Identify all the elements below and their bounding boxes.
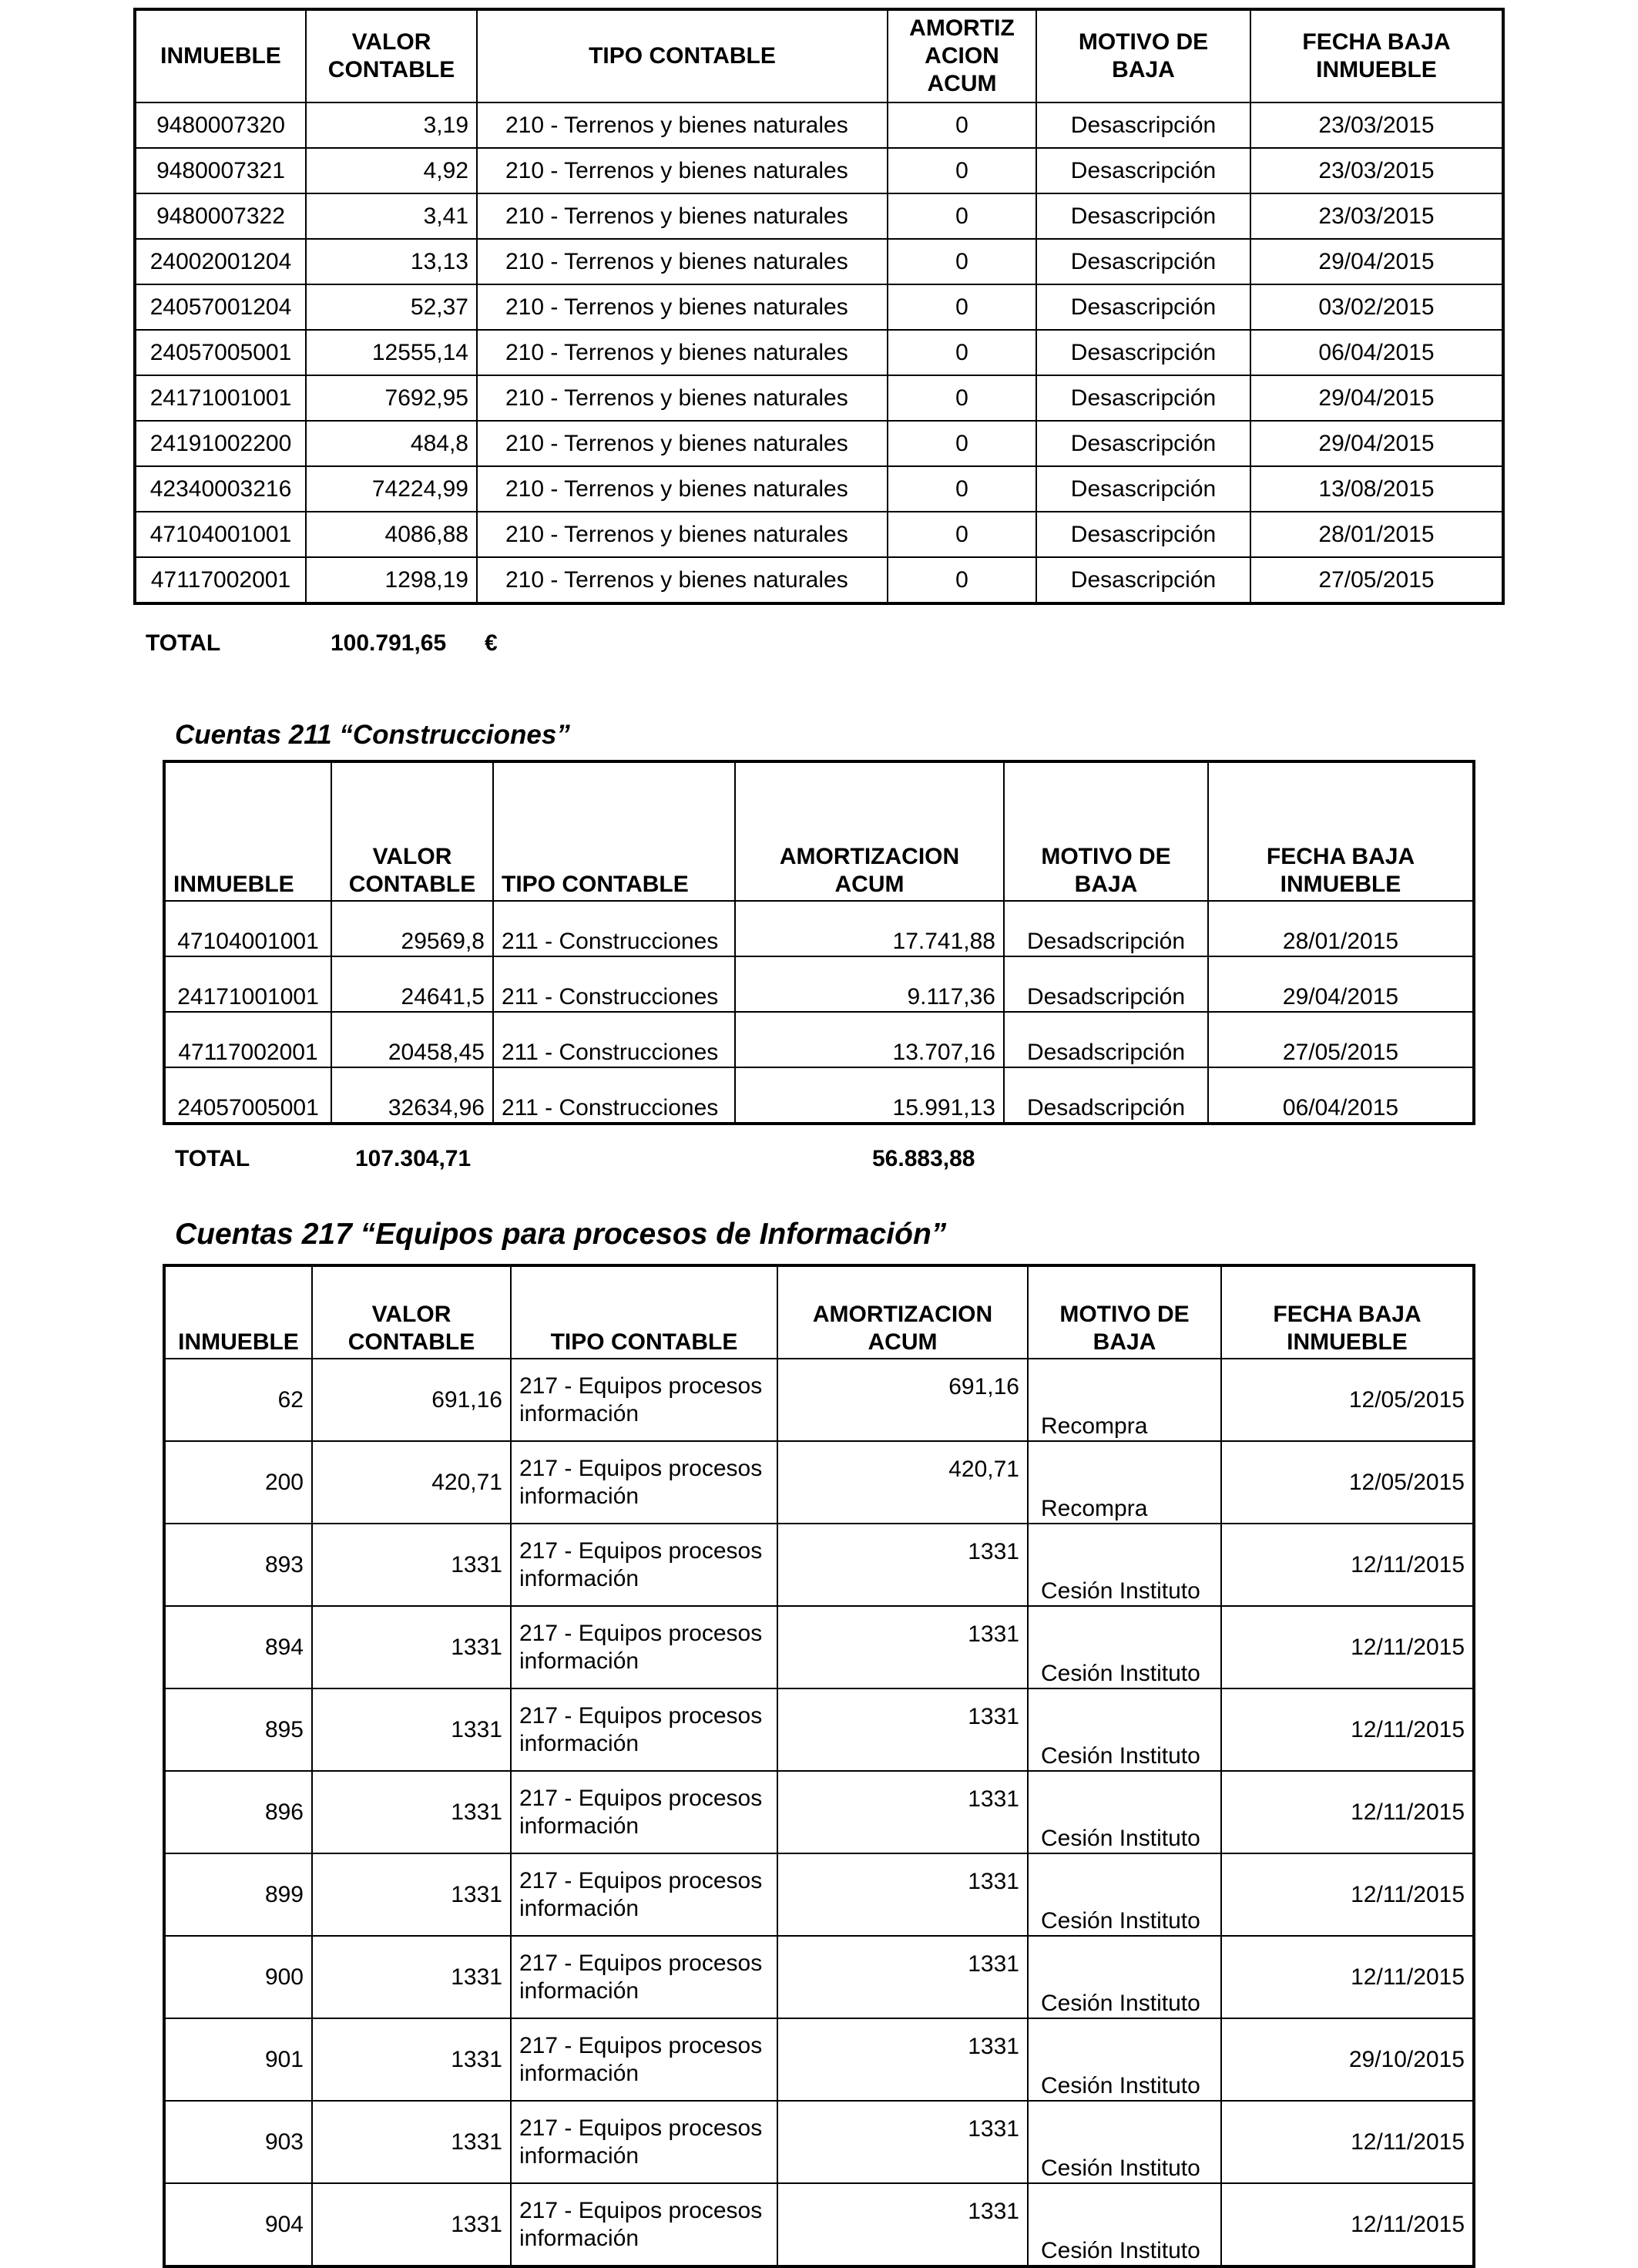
cell-motivo-baja: Cesión Instituto bbox=[1028, 1524, 1221, 1606]
cell-valor-contable: 691,16 bbox=[312, 1359, 511, 1441]
cell-motivo-baja: Desascripción bbox=[1036, 102, 1250, 148]
header-fecha-baja: FECHA BAJA INMUEBLE bbox=[1208, 761, 1474, 901]
cell-inmueble: 42340003216 bbox=[135, 466, 306, 512]
cell-fecha-baja: 06/04/2015 bbox=[1250, 330, 1503, 375]
cell-valor-contable: 484,8 bbox=[306, 421, 477, 466]
total-label: TOTAL bbox=[175, 1146, 250, 1171]
header-inmueble: INMUEBLE bbox=[164, 1265, 312, 1359]
cell-amortizacion: 0 bbox=[888, 102, 1036, 148]
header-tipo-contable: TIPO CONTABLE bbox=[477, 9, 888, 102]
cell-amortizacion: 0 bbox=[888, 375, 1036, 421]
cell-tipo-contable: 210 - Terrenos y bienes naturales bbox=[477, 148, 888, 193]
cell-fecha-baja: 27/05/2015 bbox=[1250, 557, 1503, 603]
cell-amortizacion: 1331 bbox=[777, 1936, 1028, 2018]
cell-tipo-contable: 217 - Equipos procesos información bbox=[511, 1853, 777, 1936]
cell-amortizacion: 0 bbox=[888, 421, 1036, 466]
cell-amortizacion: 1331 bbox=[777, 1771, 1028, 1853]
cell-inmueble: 9480007321 bbox=[135, 148, 306, 193]
header-fecha-baja: FECHA BAJA INMUEBLE bbox=[1221, 1265, 1474, 1359]
cell-fecha-baja: 29/04/2015 bbox=[1250, 375, 1503, 421]
cell-inmueble: 24057005001 bbox=[164, 1067, 331, 1124]
table-row bbox=[135, 148, 1503, 193]
cell-amortizacion: 0 bbox=[888, 466, 1036, 512]
table-row bbox=[164, 901, 1474, 956]
cell-motivo-baja: Desascripción bbox=[1036, 148, 1250, 193]
cell-valor-contable: 1331 bbox=[312, 2018, 511, 2101]
cell-tipo-contable: 210 - Terrenos y bienes naturales bbox=[477, 421, 888, 466]
table-row bbox=[164, 1359, 1474, 1441]
cell-inmueble: 904 bbox=[164, 2183, 312, 2266]
currency-symbol: € bbox=[485, 630, 498, 656]
cell-tipo-contable: 217 - Equipos procesos información bbox=[511, 1936, 777, 2018]
cell-motivo-baja: Desascripción bbox=[1036, 421, 1250, 466]
cell-fecha-baja: 23/03/2015 bbox=[1250, 148, 1503, 193]
header-fecha-baja: FECHA BAJA INMUEBLE bbox=[1250, 9, 1503, 102]
cell-valor-contable: 1331 bbox=[312, 1606, 511, 1688]
cell-inmueble: 899 bbox=[164, 1853, 312, 1936]
section-title-construcciones: Cuentas 211 “Construcciones” bbox=[175, 720, 570, 750]
cell-motivo-baja: Desadscripción bbox=[1004, 956, 1208, 1012]
table-body bbox=[164, 1359, 1474, 2266]
table-row bbox=[135, 557, 1503, 603]
cell-motivo-baja: Cesión Instituto bbox=[1028, 2018, 1221, 2101]
cell-tipo-contable: 210 - Terrenos y bienes naturales bbox=[477, 193, 888, 239]
cell-valor-contable: 420,71 bbox=[312, 1441, 511, 1524]
header-inmueble: INMUEBLE bbox=[164, 761, 331, 901]
cell-tipo-contable: 217 - Equipos procesos información bbox=[511, 1441, 777, 1524]
cell-fecha-baja: 12/11/2015 bbox=[1221, 1853, 1474, 1936]
total-value: 107.304,71 bbox=[355, 1146, 472, 1171]
cell-inmueble: 894 bbox=[164, 1606, 312, 1688]
cell-valor-contable: 7692,95 bbox=[306, 375, 477, 421]
cell-fecha-baja: 12/11/2015 bbox=[1221, 1771, 1474, 1853]
cell-amortizacion: 420,71 bbox=[777, 1441, 1028, 1524]
cell-tipo-contable: 217 - Equipos procesos información bbox=[511, 1688, 777, 1771]
cell-motivo-baja: Desascripción bbox=[1036, 284, 1250, 330]
header-valor-contable: VALOR CONTABLE bbox=[306, 9, 477, 102]
header-motivo-baja: MOTIVO DE BAJA bbox=[1028, 1265, 1221, 1359]
cell-motivo-baja: Cesión Instituto bbox=[1028, 1936, 1221, 2018]
cell-tipo-contable: 211 - Construcciones bbox=[493, 1012, 735, 1067]
cell-motivo-baja: Cesión Instituto bbox=[1028, 2101, 1221, 2183]
cell-motivo-baja: Cesión Instituto bbox=[1028, 2183, 1221, 2266]
table-row bbox=[164, 1688, 1474, 1771]
cell-amortizacion: 9.117,36 bbox=[735, 956, 1004, 1012]
cell-motivo-baja: Desascripción bbox=[1036, 466, 1250, 512]
cell-motivo-baja: Desadscripción bbox=[1004, 1012, 1208, 1067]
table-row bbox=[164, 2101, 1474, 2183]
cell-motivo-baja: Recompra bbox=[1028, 1441, 1221, 1524]
table-row bbox=[135, 239, 1503, 284]
cell-valor-contable: 4086,88 bbox=[306, 512, 477, 557]
cell-valor-contable: 3,19 bbox=[306, 102, 477, 148]
cell-valor-contable: 24641,5 bbox=[331, 956, 493, 1012]
cell-inmueble: 24191002200 bbox=[135, 421, 306, 466]
table-body bbox=[164, 901, 1474, 1124]
cell-fecha-baja: 13/08/2015 bbox=[1250, 466, 1503, 512]
cell-valor-contable: 74224,99 bbox=[306, 466, 477, 512]
cell-tipo-contable: 210 - Terrenos y bienes naturales bbox=[477, 375, 888, 421]
cell-fecha-baja: 23/03/2015 bbox=[1250, 102, 1503, 148]
cell-valor-contable: 4,92 bbox=[306, 148, 477, 193]
cell-amortizacion: 691,16 bbox=[777, 1359, 1028, 1441]
cell-amortizacion: 1331 bbox=[777, 2101, 1028, 2183]
cell-fecha-baja: 23/03/2015 bbox=[1250, 193, 1503, 239]
table-header-row bbox=[164, 1265, 1474, 1359]
cell-amortizacion: 1331 bbox=[777, 2183, 1028, 2266]
cell-fecha-baja: 12/11/2015 bbox=[1221, 1936, 1474, 2018]
table-row bbox=[164, 2183, 1474, 2266]
cell-tipo-contable: 210 - Terrenos y bienes naturales bbox=[477, 284, 888, 330]
section-title-equipos: Cuentas 217 “Equipos para procesos de Información” bbox=[175, 1218, 947, 1251]
cell-valor-contable: 1298,19 bbox=[306, 557, 477, 603]
table-row bbox=[164, 1606, 1474, 1688]
cell-inmueble: 895 bbox=[164, 1688, 312, 1771]
cell-tipo-contable: 210 - Terrenos y bienes naturales bbox=[477, 512, 888, 557]
cell-tipo-contable: 210 - Terrenos y bienes naturales bbox=[477, 466, 888, 512]
cell-valor-contable: 20458,45 bbox=[331, 1012, 493, 1067]
cell-tipo-contable: 210 - Terrenos y bienes naturales bbox=[477, 102, 888, 148]
table-row bbox=[164, 956, 1474, 1012]
cell-fecha-baja: 28/01/2015 bbox=[1208, 901, 1474, 956]
cell-inmueble: 47117002001 bbox=[135, 557, 306, 603]
cell-valor-contable: 29569,8 bbox=[331, 901, 493, 956]
cell-amortizacion: 0 bbox=[888, 330, 1036, 375]
cell-fecha-baja: 12/11/2015 bbox=[1221, 2101, 1474, 2183]
cell-fecha-baja: 12/11/2015 bbox=[1221, 2183, 1474, 2266]
cell-motivo-baja: Desadscripción bbox=[1004, 1067, 1208, 1124]
cell-fecha-baja: 29/04/2015 bbox=[1250, 239, 1503, 284]
cell-valor-contable: 1331 bbox=[312, 2183, 511, 2266]
table-row bbox=[164, 2018, 1474, 2101]
table-row bbox=[135, 466, 1503, 512]
cell-valor-contable: 1331 bbox=[312, 1524, 511, 1606]
cell-fecha-baja: 12/05/2015 bbox=[1221, 1441, 1474, 1524]
table-body bbox=[135, 102, 1503, 603]
header-amortizacion: AMORTIZ ACION ACUM bbox=[888, 9, 1036, 102]
cell-inmueble: 9480007322 bbox=[135, 193, 306, 239]
cell-amortizacion: 17.741,88 bbox=[735, 901, 1004, 956]
cell-motivo-baja: Desascripción bbox=[1036, 512, 1250, 557]
cell-inmueble: 893 bbox=[164, 1524, 312, 1606]
cell-motivo-baja: Desascripción bbox=[1036, 193, 1250, 239]
table-header-row bbox=[164, 761, 1474, 901]
cell-amortizacion: 1331 bbox=[777, 1524, 1028, 1606]
cell-tipo-contable: 210 - Terrenos y bienes naturales bbox=[477, 239, 888, 284]
total-label: TOTAL bbox=[146, 630, 221, 656]
table-row bbox=[135, 421, 1503, 466]
header-tipo-contable: TIPO CONTABLE bbox=[493, 761, 735, 901]
cell-tipo-contable: 217 - Equipos procesos información bbox=[511, 2183, 777, 2266]
table-row bbox=[135, 375, 1503, 421]
cell-tipo-contable: 217 - Equipos procesos información bbox=[511, 1359, 777, 1441]
table-row bbox=[164, 1524, 1474, 1606]
cell-valor-contable: 1331 bbox=[312, 1853, 511, 1936]
cell-valor-contable: 1331 bbox=[312, 1936, 511, 2018]
table-row bbox=[135, 512, 1503, 557]
cell-tipo-contable: 211 - Construcciones bbox=[493, 901, 735, 956]
cell-motivo-baja: Desadscripción bbox=[1004, 901, 1208, 956]
cell-inmueble: 900 bbox=[164, 1936, 312, 2018]
cell-motivo-baja: Cesión Instituto bbox=[1028, 1688, 1221, 1771]
cell-amortizacion: 0 bbox=[888, 284, 1036, 330]
cell-fecha-baja: 29/10/2015 bbox=[1221, 2018, 1474, 2101]
cell-inmueble: 47104001001 bbox=[135, 512, 306, 557]
cell-inmueble: 24002001204 bbox=[135, 239, 306, 284]
cell-motivo-baja: Cesión Instituto bbox=[1028, 1771, 1221, 1853]
cell-valor-contable: 32634,96 bbox=[331, 1067, 493, 1124]
cell-amortizacion: 1331 bbox=[777, 1606, 1028, 1688]
cell-tipo-contable: 211 - Construcciones bbox=[493, 1067, 735, 1124]
cell-amortizacion: 0 bbox=[888, 193, 1036, 239]
cell-motivo-baja: Cesión Instituto bbox=[1028, 1606, 1221, 1688]
cell-amortizacion: 1331 bbox=[777, 2018, 1028, 2101]
cell-fecha-baja: 12/11/2015 bbox=[1221, 1524, 1474, 1606]
cell-tipo-contable: 210 - Terrenos y bienes naturales bbox=[477, 330, 888, 375]
cell-amortizacion: 1331 bbox=[777, 1853, 1028, 1936]
cell-inmueble: 24171001001 bbox=[164, 956, 331, 1012]
table-construcciones bbox=[163, 760, 1475, 1125]
table-row bbox=[164, 1012, 1474, 1067]
header-valor-contable: VALOR CONTABLE bbox=[331, 761, 493, 901]
cell-inmueble: 896 bbox=[164, 1771, 312, 1853]
cell-inmueble: 24171001001 bbox=[135, 375, 306, 421]
table-row bbox=[135, 330, 1503, 375]
table-row bbox=[164, 1853, 1474, 1936]
cell-valor-contable: 13,13 bbox=[306, 239, 477, 284]
cell-tipo-contable: 210 - Terrenos y bienes naturales bbox=[477, 557, 888, 603]
cell-valor-contable: 52,37 bbox=[306, 284, 477, 330]
cell-fecha-baja: 28/01/2015 bbox=[1250, 512, 1503, 557]
cell-amortizacion: 13.707,16 bbox=[735, 1012, 1004, 1067]
cell-tipo-contable: 217 - Equipos procesos información bbox=[511, 2018, 777, 2101]
cell-motivo-baja: Desascripción bbox=[1036, 239, 1250, 284]
cell-fecha-baja: 29/04/2015 bbox=[1250, 421, 1503, 466]
cell-motivo-baja: Desascripción bbox=[1036, 557, 1250, 603]
cell-amortizacion: 0 bbox=[888, 148, 1036, 193]
cell-amortizacion: 0 bbox=[888, 239, 1036, 284]
cell-motivo-baja: Cesión Instituto bbox=[1028, 1853, 1221, 1936]
table-row bbox=[135, 193, 1503, 239]
cell-fecha-baja: 12/11/2015 bbox=[1221, 1688, 1474, 1771]
cell-amortizacion: 15.991,13 bbox=[735, 1067, 1004, 1124]
total-amortizacion: 56.883,88 bbox=[872, 1146, 975, 1171]
cell-inmueble: 24057005001 bbox=[135, 330, 306, 375]
cell-fecha-baja: 06/04/2015 bbox=[1208, 1067, 1474, 1124]
table-row bbox=[164, 1936, 1474, 2018]
cell-inmueble: 47117002001 bbox=[164, 1012, 331, 1067]
cell-valor-contable: 1331 bbox=[312, 2101, 511, 2183]
cell-tipo-contable: 217 - Equipos procesos información bbox=[511, 1606, 777, 1688]
table-row bbox=[164, 1067, 1474, 1124]
cell-tipo-contable: 217 - Equipos procesos información bbox=[511, 1524, 777, 1606]
cell-inmueble: 24057001204 bbox=[135, 284, 306, 330]
cell-amortizacion: 1331 bbox=[777, 1688, 1028, 1771]
header-motivo-baja: MOTIVO DE BAJA bbox=[1004, 761, 1208, 901]
header-inmueble: INMUEBLE bbox=[135, 9, 306, 102]
cell-motivo-baja: Desascripción bbox=[1036, 375, 1250, 421]
cell-fecha-baja: 27/05/2015 bbox=[1208, 1012, 1474, 1067]
cell-tipo-contable: 211 - Construcciones bbox=[493, 956, 735, 1012]
cell-motivo-baja: Desascripción bbox=[1036, 330, 1250, 375]
header-tipo-contable: TIPO CONTABLE bbox=[511, 1265, 777, 1359]
table-row bbox=[164, 1771, 1474, 1853]
header-motivo-baja: MOTIVO DE BAJA bbox=[1036, 9, 1250, 102]
cell-fecha-baja: 12/11/2015 bbox=[1221, 1606, 1474, 1688]
header-amortizacion: AMORTIZACION ACUM bbox=[777, 1265, 1028, 1359]
table-terrenos bbox=[133, 8, 1505, 605]
cell-fecha-baja: 12/05/2015 bbox=[1221, 1359, 1474, 1441]
total-value: 100.791,65 bbox=[331, 630, 447, 656]
cell-fecha-baja: 29/04/2015 bbox=[1208, 956, 1474, 1012]
cell-amortizacion: 0 bbox=[888, 512, 1036, 557]
cell-inmueble: 47104001001 bbox=[164, 901, 331, 956]
cell-tipo-contable: 217 - Equipos procesos información bbox=[511, 1771, 777, 1853]
cell-inmueble: 901 bbox=[164, 2018, 312, 2101]
cell-valor-contable: 3,41 bbox=[306, 193, 477, 239]
cell-amortizacion: 0 bbox=[888, 557, 1036, 603]
table-row bbox=[135, 102, 1503, 148]
cell-valor-contable: 12555,14 bbox=[306, 330, 477, 375]
table-row bbox=[164, 1441, 1474, 1524]
table-equipos bbox=[163, 1264, 1475, 2268]
cell-valor-contable: 1331 bbox=[312, 1771, 511, 1853]
table-header-row bbox=[135, 9, 1503, 102]
table-row bbox=[135, 284, 1503, 330]
cell-fecha-baja: 03/02/2015 bbox=[1250, 284, 1503, 330]
header-amortizacion: AMORTIZACION ACUM bbox=[735, 761, 1004, 901]
cell-inmueble: 62 bbox=[164, 1359, 312, 1441]
cell-inmueble: 200 bbox=[164, 1441, 312, 1524]
cell-motivo-baja: Recompra bbox=[1028, 1359, 1221, 1441]
cell-valor-contable: 1331 bbox=[312, 1688, 511, 1771]
cell-tipo-contable: 217 - Equipos procesos información bbox=[511, 2101, 777, 2183]
header-valor-contable: VALOR CONTABLE bbox=[312, 1265, 511, 1359]
cell-inmueble: 9480007320 bbox=[135, 102, 306, 148]
cell-inmueble: 903 bbox=[164, 2101, 312, 2183]
